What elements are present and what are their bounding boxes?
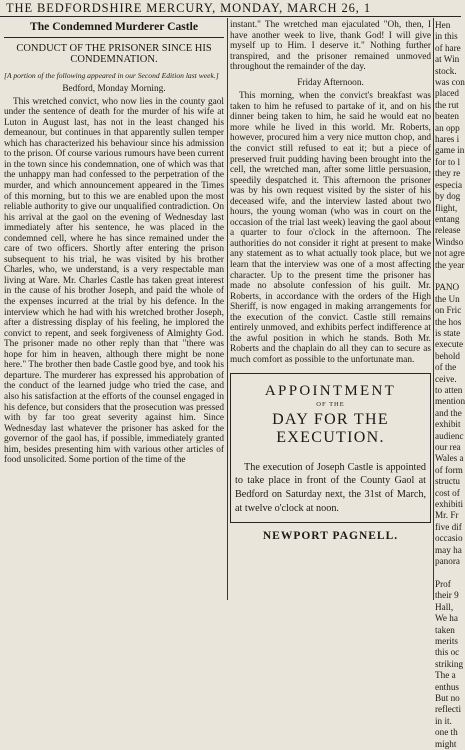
cropped-line: not agre	[435, 248, 465, 259]
next-article-headline: NEWPORT PAGNELL.	[262, 529, 399, 542]
notice-title-line3: DAY FOR THE EXECUTION.	[272, 410, 389, 446]
cropped-line: release	[435, 225, 461, 236]
cropped-line	[435, 568, 461, 579]
cropped-line: at Win	[435, 54, 460, 65]
cropped-line: in this	[435, 31, 458, 42]
cropped-line: Hall,	[435, 601, 454, 612]
cropped-line: the Un	[435, 293, 460, 304]
cropped-line: they re	[435, 168, 461, 179]
cropped-line: in it.	[435, 715, 452, 726]
article-column-1	[4, 20, 224, 600]
headline-divider	[4, 37, 224, 38]
article-headline: The Condemned Murderer Castle	[30, 20, 198, 33]
cropped-line: the hos	[435, 316, 462, 327]
cropped-line: is state	[435, 327, 461, 338]
cropped-line: of hare	[435, 42, 461, 53]
edition-note: [A portion of the following appeared in our Second Edition last week.]	[4, 70, 219, 80]
cropped-line: audienc	[435, 430, 464, 441]
cropped-line: ceive.	[435, 373, 457, 384]
cropped-line: stock.	[435, 65, 457, 76]
cropped-line: But no	[435, 692, 460, 703]
cropped-line: Mr. Fr	[435, 510, 459, 521]
cropped-line: structu	[435, 476, 461, 487]
cropped-line: an opp	[435, 122, 460, 133]
article-subheadline: CONDUCT OF THE PRISONER SINCE HIS CONDEMNATION.	[16, 42, 212, 66]
cropped-line: to atten	[435, 385, 463, 395]
cropped-line: on Fric	[435, 305, 462, 316]
article-column-3-cropped	[435, 20, 465, 749]
cropped-line: striking	[435, 658, 464, 669]
cropped-line: merits	[435, 635, 458, 646]
article-paragraph: This wretched convict, who now lies in the county gaol under the sentence of death for the murder of his wife at Luton in August last, has not in the least changed his demeanour, but continues in that apparently sullen temper which has characterized his behaviour since his admission to the prison. Of course various rumours have been current in the town since his condemnation, one of which was that the unhappy man had confessed to the perpetration of the murder, and which announcement appeared in the Times of this morning, but to this we are enabled upon the most reliable authority to give our unqualified contradiction. On his arrival at the gaol on the evening of Wednesday last immediately after his sentence, he was placed in the condemned cell, where he has since remained under the care of two officers. Shortly after entering the prison subsequent to his trial, he was visited by his brother Charles, who, we understand, is a very respectable man living at Ware. Mr. Charles Castle has taken great interest in the cause of his brother Joseph, and paid the whole of the expenses incurred at the trial by his defence. In the interview which he had with his wretched brother Joseph, after a distressing display of his feeling, he implored the convict to repent, and seek forgiveness of Almighty God. The prisoner made no other reply than that "there was hope for him in heaven, although there might be none here." The brother then bade Castle good bye, and took his departure. The murderer has expressed his approbation of the conduct of the learned judge who tried the case, and also his satisfaction at the efforts of the counsel engaged in his defence, but considers that the prosecution was pressed with by far too great severity against him. Since Wednesday last whatever the prisoner has asked for the governor of the gaol has, if possible, immediately granted him, besides presenting him with various other articles of food unsolicited. Some portion of the time of the	[4, 96, 224, 466]
cropped-line: especia	[435, 179, 463, 190]
cropped-line: We ha	[435, 613, 458, 624]
newspaper-masthead	[0, 0, 461, 17]
cropped-line: beaten	[435, 111, 459, 122]
cropped-line: The a	[435, 670, 456, 681]
column-rule-1	[227, 18, 228, 600]
cropped-line: game in	[435, 145, 465, 156]
cropped-line: exhibit	[435, 419, 461, 430]
cropped-line: placed	[435, 88, 459, 99]
cropped-line: and the	[435, 407, 462, 418]
dateline-monday: Bedford, Monday Morning.	[62, 84, 166, 95]
cropped-line: Prof	[435, 578, 451, 589]
cropped-line: PANO	[435, 282, 460, 293]
cropped-line: reflecti	[435, 704, 462, 715]
cropped-line: Windso	[435, 236, 464, 247]
cropped-line: Hen	[435, 20, 451, 30]
cropped-line: their 9	[435, 590, 459, 601]
cropped-line: enthus	[435, 681, 459, 692]
article-paragraph-continued: instant." The wretched man ejaculated "Oh, then, I have another week to live, thank God! I will give myself up to Him. I deserve it." Nothing further transpired, and the prisoner remained unmoved throughout the remainder of the day.	[230, 20, 431, 73]
cropped-line: may ha	[435, 544, 462, 555]
cropped-line: mention	[435, 396, 465, 407]
cropped-line: entang	[435, 213, 460, 224]
cropped-line: might	[435, 738, 457, 749]
article-column-2	[230, 20, 431, 600]
cropped-line: the year	[435, 259, 465, 270]
cropped-line: five dif	[435, 521, 462, 532]
cropped-line: for to l	[435, 156, 461, 167]
cropped-line: Wales a	[435, 453, 464, 464]
execution-notice-box	[230, 373, 431, 523]
masthead-text: THE BEDFORDSHIRE MERCURY, MONDAY, MARCH 26, 1	[6, 1, 371, 15]
cropped-line: this oc	[435, 647, 460, 658]
cropped-line: exhibiti	[435, 499, 464, 510]
cropped-line: the rut	[435, 99, 459, 110]
cropped-line: behold	[435, 350, 461, 361]
cropped-line: flight,	[435, 202, 458, 213]
notice-title-line1: APPOINTMENT	[264, 382, 397, 399]
article-paragraph-friday: This morning, when the convict's breakfast was taken to him he refused to partake of it, and on his dinner being taken to him, he said he would eat no more while he lived in this world. Mr. Roberts, however, procured him a very nice mutton chop, and the convict still refused to eat it; but a piece of preserved fruit pudding having been brought into the cell, the wretched man, after some little persuasion, speedily despatched it. This afternoon the prisoner was by his own request visited by the sister of his deceased wife, and the interview lasted about two hours, the young woman (who was in court on the occasion of the trial last week) leaving the gaol about a quarter to four o'clock in the afternoon. The authorities do not consider it right at present to make any statement as to what actually took place, but we learn that the interview was one of a most affecting character. Up to the present time the prisoner has made no absolute confession of his guilt. Mr. Roberts, in accordance with the orders of the High Sheriff, is now engaged in making arrangements for the execution of the convict. Castle still remains entirely unmoved, and exhibits perfect indifference at the awful position in which he stands. Both Mr. Roberts and the chaplain do all they can to secure as much comfort as possible to the unfortunate man.	[230, 91, 431, 365]
cropped-line: execute	[435, 339, 464, 350]
cropped-line: cost of	[435, 487, 460, 498]
cropped-line: taken	[435, 624, 455, 635]
cropped-line: our rea	[435, 442, 461, 453]
notice-body: The execution of Joseph Castle is appointed to take place in front of the County Gaol at Bedford on Saturday next, the 31st of March, at twelve o'clock at noon.	[235, 461, 426, 514]
cropped-line: by dog	[435, 191, 461, 202]
cropped-line: was con	[435, 77, 465, 88]
cropped-line: hares i	[435, 134, 460, 145]
cropped-line: panora	[435, 556, 460, 567]
cropped-line: one th	[435, 727, 458, 738]
cropped-line: of form	[435, 464, 463, 475]
dateline-friday: Friday Afternoon.	[297, 77, 364, 88]
cropped-line: occasio	[435, 533, 463, 544]
cropped-line: of the	[435, 362, 457, 373]
notice-title-line2: OF THE	[316, 400, 345, 408]
cropped-line	[435, 271, 461, 282]
column-rule-2	[433, 18, 434, 600]
